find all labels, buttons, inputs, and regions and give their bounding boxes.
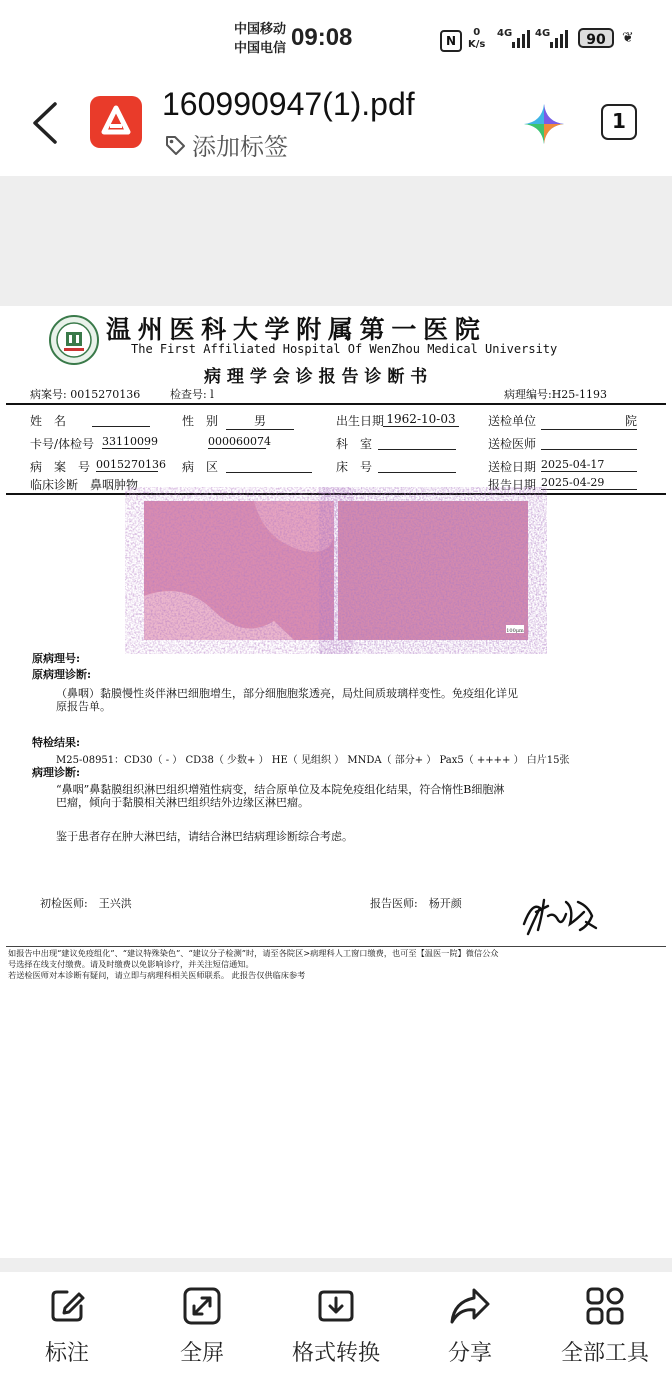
bed-label: 床 号 — [336, 460, 373, 474]
footnote-2: 号选择在线支付缴费。请及时缴费以免影响诊疗，并关注短信通知。 — [8, 959, 254, 969]
fullscreen-label: 全屏 — [179, 1341, 224, 1366]
check-no-label: 检查号: — [170, 388, 207, 401]
diag-line-1: “鼻咽”鼻黏膜组织淋巴组织增殖性病变，结合原单位及本院免疫组化结果，符合惰性B细胞淋 — [56, 783, 505, 796]
case-no — [30, 386, 140, 402]
footnote-3: 若送检医师对本诊断有疑问，请立即与病理科相关医师联系。 此报告仅供临床参考 — [8, 970, 306, 980]
case-no-value: 0015270136 — [70, 388, 141, 401]
footnote-divider — [6, 946, 666, 947]
name-field — [92, 412, 150, 427]
clinical-value: 鼻咽肿物 — [90, 476, 418, 494]
report-doctor-label: 报告医师: — [370, 897, 418, 910]
report-date-label: 报告日期 — [488, 478, 537, 492]
orig-diag-label: 原病理诊断: — [32, 668, 92, 681]
viewer-background-bottom — [0, 1258, 672, 1272]
special-label: 特检结果: — [32, 736, 81, 749]
status-time: 09:08 — [291, 24, 353, 51]
divider-top — [6, 403, 666, 405]
convert-label: 格式转换 — [291, 1341, 380, 1366]
send-date-value: 2025-04-17 — [541, 458, 637, 472]
hospital-logo-icon — [48, 314, 100, 366]
send-doctor-field — [541, 435, 637, 450]
check-no-value: l — [210, 388, 214, 401]
fullscreen-button[interactable] — [152, 1286, 252, 1367]
network-type-1: 4G — [497, 28, 513, 39]
check-no — [170, 386, 214, 402]
divider-bottom — [6, 493, 666, 495]
card-label: 卡号/体检号 — [30, 437, 95, 451]
file-title: 160990947(1).pdf — [162, 86, 415, 122]
status-bar — [0, 0, 672, 80]
share-label: 分享 — [447, 1341, 492, 1366]
network-type-2: 4G — [535, 28, 551, 39]
signal-icon-2 — [550, 28, 568, 48]
expand-icon — [182, 1286, 222, 1326]
convert-button[interactable] — [286, 1286, 386, 1367]
all-tools-button[interactable] — [555, 1286, 655, 1367]
edit-icon — [47, 1286, 87, 1326]
birth-value: 1962-10-03 — [383, 412, 459, 427]
share-button[interactable] — [420, 1286, 520, 1367]
carrier-1: 中国移动 — [234, 22, 287, 37]
orig-no-label: 原病理号: — [32, 652, 81, 665]
carrier-2: 中国电信 — [234, 41, 287, 56]
record-value: 0015270136 — [96, 458, 166, 471]
battery-icon: 90 — [578, 28, 614, 48]
histology-image-left — [144, 501, 334, 640]
clinical-label: 临床诊断 — [30, 478, 79, 492]
share-arrow-icon — [448, 1286, 492, 1326]
bed-field — [378, 458, 456, 473]
gender-label: 性 别 — [182, 414, 219, 428]
special-result: M25-08951：CD30（ - ） CD38（ 少数+ ） HE（ 见组织 ） MNDA（ 部分+ ） Pax5（ ++++ ） 白片15张 — [56, 755, 570, 766]
report-doctor-value: 杨开颜 — [428, 897, 462, 910]
speed-unit: K/s — [468, 39, 486, 50]
report-doctor — [370, 895, 462, 911]
network-speed — [468, 27, 485, 51]
scale-bar-label: 100μm — [506, 628, 524, 634]
add-tag-label: 添加标签 — [192, 133, 288, 161]
eco-leaf-icon: ❦ — [622, 30, 634, 46]
annotate-button[interactable] — [17, 1286, 117, 1367]
pathology-no: 病理编号:H25-1193 — [504, 388, 608, 401]
dept-field — [378, 435, 456, 450]
ward-field — [226, 458, 312, 473]
pdf-page — [0, 306, 672, 1258]
card-value-2: 000060074 — [208, 435, 271, 448]
card-value: 33110099 — [102, 435, 158, 448]
first-doctor-value: 王兴洪 — [98, 897, 132, 910]
birth-label: 出生日期 — [336, 414, 385, 428]
signal-icon-1 — [512, 28, 530, 48]
carrier-names — [234, 20, 286, 58]
report-title: 病 理 学 会 诊 报 告 诊 断 书 — [204, 367, 428, 387]
send-date-label: 送检日期 — [488, 460, 537, 474]
case-no-label: 病案号: — [30, 388, 67, 401]
first-doctor — [40, 895, 132, 911]
tag-icon — [164, 134, 186, 156]
hospital-name-cn: 温 州 医 科 大 学 附 属 第 一 医 院 — [106, 315, 479, 344]
orig-diag-line-1: （鼻咽）黏膜慢性炎伴淋巴细胞增生，部分细胞胞浆透亮，局灶间质玻璃样变性。免疫组化详见 — [56, 687, 518, 700]
send-unit-label: 送检单位 — [488, 414, 537, 428]
diag-line-2: 巴瘤，倾向于黏膜相关淋巴组织结外边缘区淋巴瘤。 — [56, 796, 309, 809]
ward-label: 病 区 — [182, 460, 219, 474]
histology-image-right — [338, 501, 528, 640]
bottom-toolbar — [0, 1272, 672, 1386]
page-count-button[interactable]: 1 — [601, 104, 637, 140]
doctor-signature — [518, 894, 600, 938]
first-doctor-label: 初检医师: — [40, 897, 88, 910]
back-arrow-icon[interactable] — [30, 100, 60, 146]
speed-value: 0 — [473, 27, 481, 38]
hospital-name-en: The First Affiliated Hospital Of WenZhou Medical University — [131, 342, 558, 356]
gender-value: 男 — [226, 412, 294, 430]
annotate-label: 标注 — [44, 1341, 89, 1366]
viewer-background-top — [0, 176, 672, 306]
send-doctor-label: 送检医师 — [488, 437, 537, 451]
name-label: 姓 名 — [30, 414, 67, 428]
advice-text: 鉴于患者存在肿大淋巴结，请结合淋巴结病理诊断综合考虑。 — [56, 830, 353, 843]
download-convert-icon — [316, 1286, 356, 1326]
all-tools-label: 全部工具 — [560, 1341, 649, 1366]
ai-sparkle-icon[interactable] — [522, 102, 566, 146]
orig-diag-line-2: 原报告单。 — [56, 700, 111, 713]
diag-label: 病理诊断: — [32, 766, 81, 779]
report-date-value: 2025-04-29 — [541, 476, 637, 490]
send-unit-value: 院 — [541, 412, 637, 430]
grid-icon — [585, 1286, 625, 1326]
pdf-app-icon — [90, 96, 142, 148]
footnote-1: 如报告中出现“建议免疫组化”、“建议特殊染色”、“建议分子检测”时，请至各院区>病理科人工窗口缴费，也可至【温医一院】微信公众 — [8, 948, 499, 958]
record-label: 病 案 号 — [30, 460, 91, 474]
dept-label: 科 室 — [336, 437, 373, 451]
add-tag-button[interactable] — [164, 127, 288, 162]
nfc-icon: N — [440, 30, 462, 52]
